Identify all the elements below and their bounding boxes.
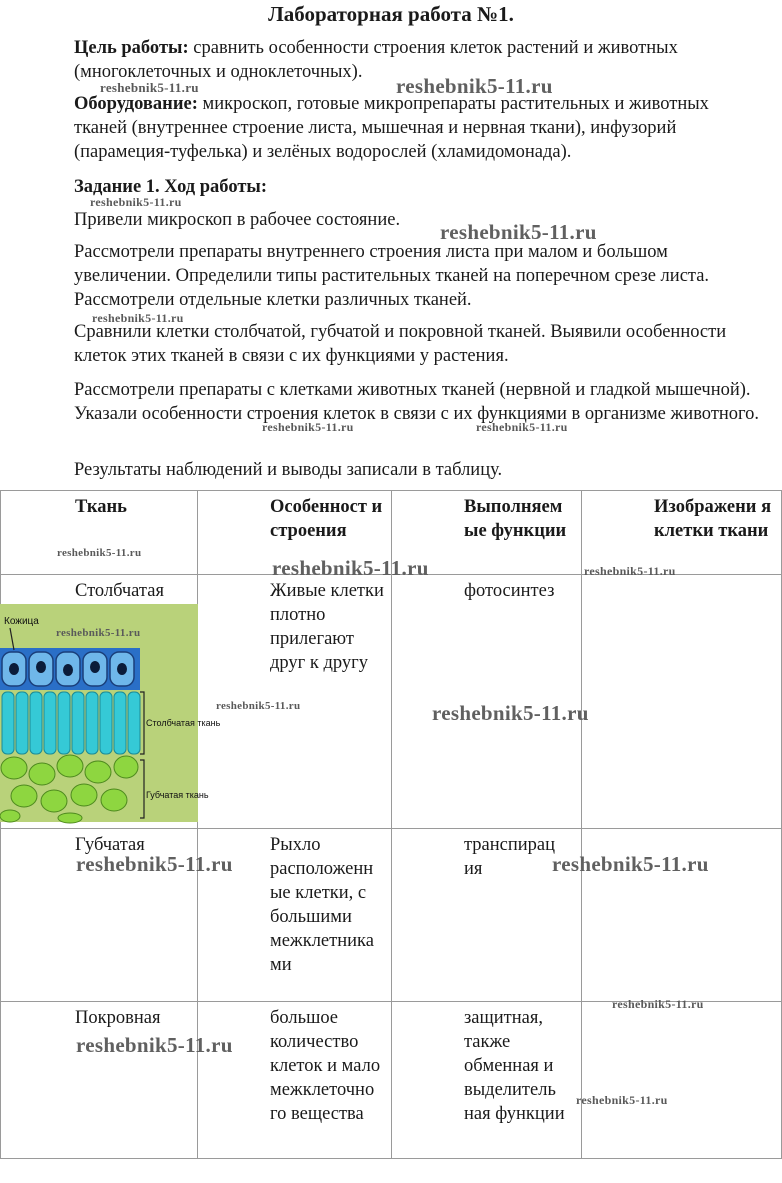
watermark: reshebnik5-11.ru [272,556,429,580]
header-tissue: Ткань [1,491,198,575]
equipment-label: Оборудование: [74,94,198,114]
cell-image [582,575,782,829]
watermark: reshebnik5-11.ru [584,564,676,578]
watermark: reshebnik5-11.ru [396,74,553,98]
equipment-paragraph [74,92,764,164]
task-heading: Задание 1. Ход работы: [74,177,268,197]
watermark: reshebnik5-11.ru [100,80,199,95]
step-5: Результаты наблюдений и выводы записали в таблицу. [74,460,503,480]
watermark: reshebnik5-11.ru [476,420,568,434]
cell-features: большое количество клеток и мало межклеточно го вещества [198,1002,392,1159]
header-features: Особенност и строения [198,491,392,575]
equipment-text: микроскоп, готовые микропрепараты растительных и животных тканей (внутреннее строение листа, мышечная и нервная ткани), инфузорий (парамеция-туфелька) и зелёных водорослей (хламидомонада). [74,94,709,162]
watermark: reshebnik5-11.ru [92,311,184,325]
label-palisade: Столбчатая ткань [146,718,221,728]
watermark: reshebnik5-11.ru [612,997,704,1011]
cell-functions: транспирац ия [392,829,582,1002]
cell-tissue: Губчатая [1,829,198,1002]
cell-tissue: Покровная [1,1002,198,1159]
watermark: reshebnik5-11.ru [262,420,354,434]
cell-functions: фотосинтез [392,575,582,829]
results-table [0,490,782,1159]
header-image: Изображени я клетки ткани [582,491,782,575]
watermark: reshebnik5-11.ru [576,1093,668,1107]
step-3: Сравнили клетки столбчатой, губчатой и покровной тканей. Выявили особенности клеток этих тканей в связи с их функциями у растения. [74,322,727,366]
watermark: reshebnik5-11.ru [440,220,597,244]
watermark: reshebnik5-11.ru [90,195,182,209]
step-4: Рассмотрели препараты с клетками животных тканей (нервной и гладкой мышечной). Указали особенности строения клеток в связи с их функциями в организме животного. [74,380,760,424]
cell-image [582,1002,782,1159]
watermark: reshebnik5-11.ru [56,627,141,639]
watermark: reshebnik5-11.ru [432,701,589,725]
watermark: reshebnik5-11.ru [216,700,301,712]
step-1: Привели микроскоп в рабочее состояние. [74,210,401,230]
label-skin: Кожица [4,616,39,627]
cell-features: Рыхло расположенн ые клетки, с большими межклетника ми [198,829,392,1002]
cell-functions: защитная, также обменная и выделитель ная функции [392,1002,582,1159]
watermark: reshebnik5-11.ru [76,852,233,876]
step-2: Рассмотрели препараты внутреннего строения листа при малом и большом увеличении. Определили типы растительных тканей на поперечном срезе листа. Рассмотрели отдельные клетки различных тканей. [74,242,710,310]
page-title: Лабораторная работа №1. [268,2,514,26]
table-row [1,1002,782,1159]
cell-features: Живые клетки плотно прилегают друг к другу [198,575,392,829]
watermark: reshebnik5-11.ru [552,852,709,876]
header-functions: Выполняем ые функции [392,491,582,575]
label-spongy: Губчатая ткань [146,790,209,800]
watermark: reshebnik5-11.ru [57,547,142,559]
watermark: reshebnik5-11.ru [76,1033,233,1057]
epidermis-cells [0,648,140,690]
cell-tissue: Столбчатая [1,575,198,829]
goal-text: сравнить особенности строения клеток растений и животных (многоклеточных и одноклеточных). [74,38,678,82]
goal-label: Цель работы: [74,38,189,58]
